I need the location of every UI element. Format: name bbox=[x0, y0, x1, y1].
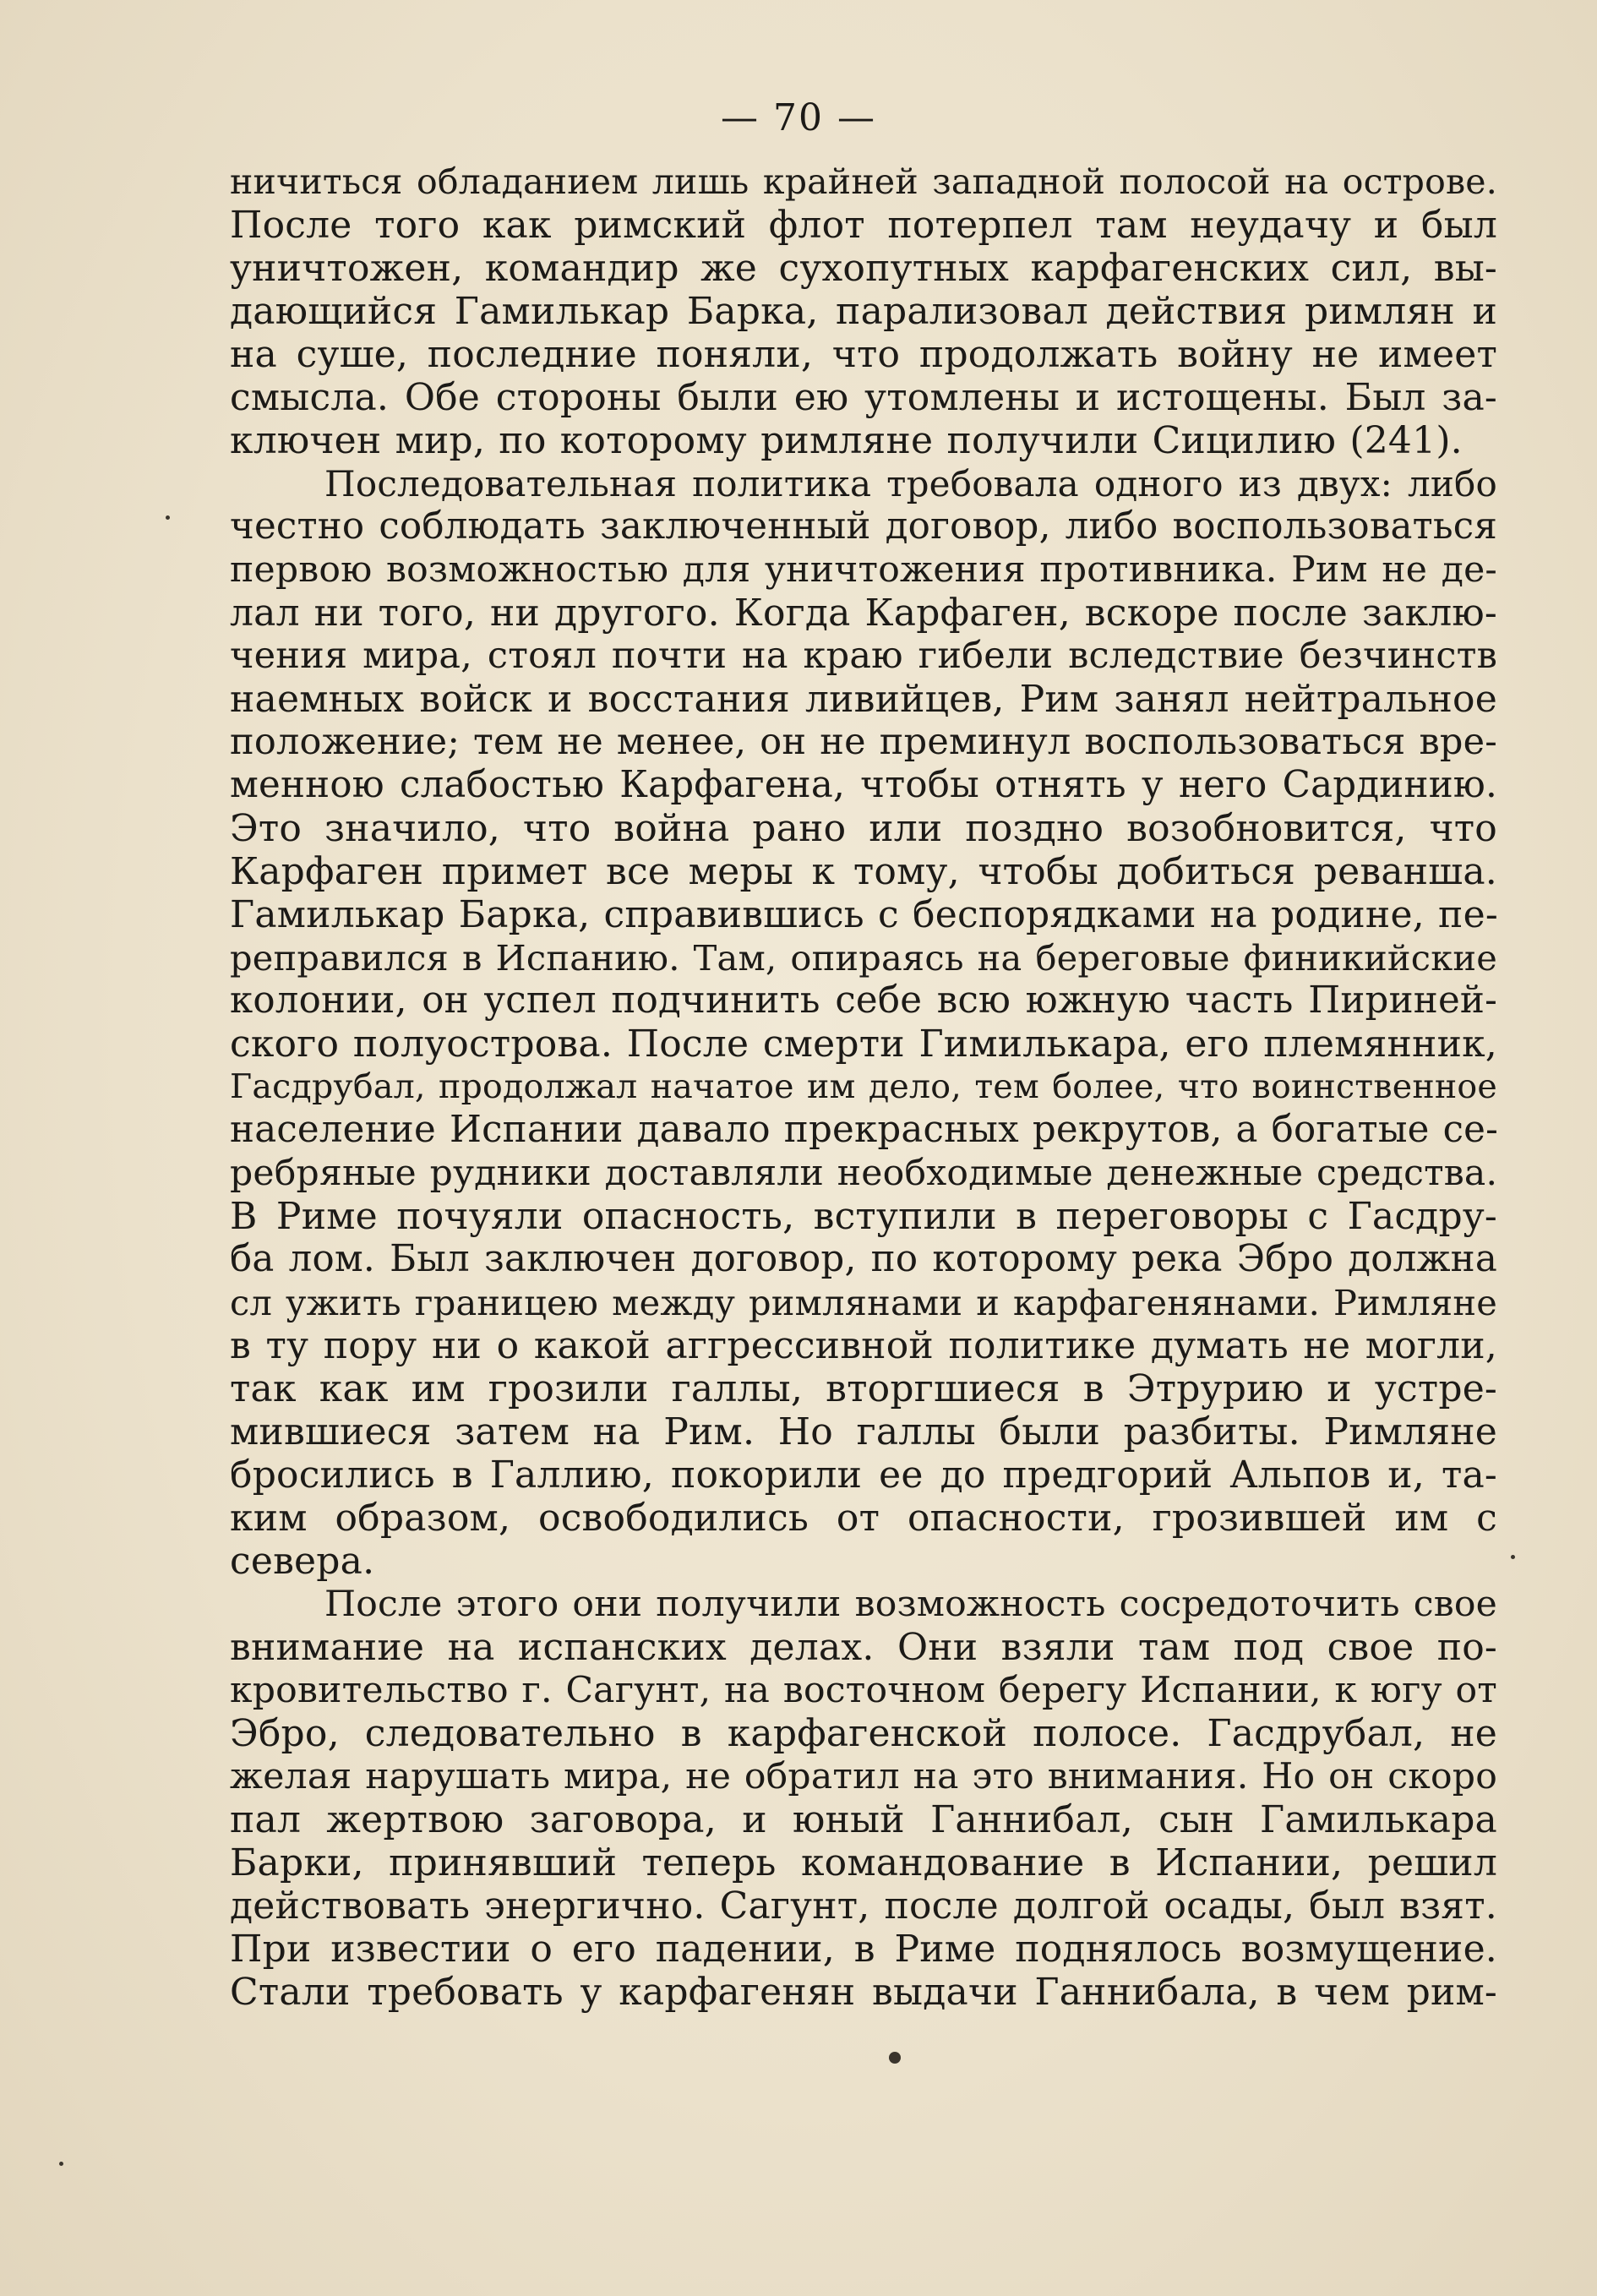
text-line: Гамилькар Барка, справившись с беспорядками на родине, пе- bbox=[230, 893, 1498, 936]
ink-speck bbox=[889, 2052, 901, 2064]
text-line: ничиться обладанием лишь крайней западной полосой на острове. bbox=[230, 161, 1497, 202]
text-line: Гасдрубал, продолжал начатое им дело, тем более, что воинственное bbox=[230, 1067, 1497, 1106]
text-line: В Риме почуяли опасность, вступили в переговоры с Гасдру- bbox=[230, 1195, 1497, 1238]
text-line: реправился в Испанию. Там, опираясь на береговые финикийские bbox=[230, 937, 1497, 979]
text-line: честно соблюдать заключенный договор, либо воспользоваться bbox=[230, 505, 1497, 548]
text-line: Барки, принявший теперь командование в Испании, решил bbox=[230, 1841, 1497, 1884]
text-line: действовать энергично. Сагунт, после долгой осады, был взят. bbox=[230, 1884, 1497, 1928]
text-line: ключен мир, по которому римляне получили Сицилию (241). bbox=[230, 419, 1463, 462]
text-line: население Испании давало прекрасных рекрутов, а богатые се- bbox=[230, 1109, 1499, 1151]
text-line: колонии, он успел подчинить себе всю южную часть Пириней- bbox=[230, 979, 1497, 1022]
text-line: сл ужить границею между римлянами и карфагенянами. Римляне bbox=[230, 1282, 1497, 1323]
ink-speck bbox=[166, 515, 170, 520]
text-line: наемных войск и восстания ливийцев, Рим занял нейтральное bbox=[230, 678, 1497, 721]
text-line: Эбро, следовательно в карфагенской полосе. Гасдрубал, не bbox=[230, 1712, 1497, 1755]
text-line: дающийся Гамилькар Барка, парализовал действия римлян и bbox=[230, 290, 1497, 333]
text-line: на суше, последние поняли, что продолжать войну не имеет bbox=[230, 333, 1497, 376]
text-line: смысла. Обе стороны были ею утомлены и истощены. Был за- bbox=[230, 376, 1497, 419]
ink-speck bbox=[1511, 1555, 1515, 1559]
text-line: Карфаген примет все меры к тому, чтобы добиться реванша. bbox=[230, 850, 1497, 893]
text-line: положение; тем не менее, он не преминул воспользоваться вре- bbox=[230, 721, 1497, 763]
text-line: бросились в Галлию, покорили ее до предгорий Альпов и, та- bbox=[230, 1453, 1497, 1497]
ink-speck bbox=[59, 2162, 63, 2166]
text-line: уничтожен, командир же сухопутных карфагенских сил, вы- bbox=[230, 247, 1497, 290]
page-number: — 70 — bbox=[721, 96, 876, 139]
text-line: Последовательная политика требовала одного из двух: либо bbox=[324, 463, 1497, 504]
text-line: ба лом. Был заключен договор, по которому река Эбро должна bbox=[230, 1238, 1497, 1280]
text-line: Это значило, что война рано или поздно возобновится, что bbox=[230, 807, 1497, 850]
text-line: желая нарушать мира, не обратил на это внимания. Но он скоро bbox=[230, 1756, 1497, 1797]
text-line: кровительство г. Сагунт, на восточном берегу Испании, к югу от bbox=[230, 1670, 1497, 1711]
text-line: пал жертвою заговора, и юный Ганнибал, сын Гамилькара bbox=[230, 1798, 1497, 1841]
text-line: Стали требовать у карфагенян выдачи Ганнибала, в чем рим- bbox=[230, 1971, 1497, 2014]
text-line: первою возможностью для уничтожения противника. Рим не де- bbox=[230, 549, 1497, 591]
text-line: При известии о его падении, в Риме поднялось возмущение. bbox=[230, 1928, 1497, 1971]
text-line: После этого они получили возможность сосредоточить свое bbox=[324, 1584, 1497, 1625]
text-line: менною слабостью Карфагена, чтобы отнять у него Сардинию. bbox=[230, 764, 1497, 806]
text-line: так как им грозили галлы, вторгшиеся в Этрурию и устре- bbox=[230, 1367, 1497, 1410]
text-line: севера. bbox=[230, 1540, 375, 1583]
text-line: ского полуострова. После смерти Гимилькара, его племянник, bbox=[230, 1023, 1497, 1066]
text-line: лал ни того, ни другого. Когда Карфаген, вскоре после заклю- bbox=[230, 592, 1497, 635]
body-text bbox=[230, 161, 1497, 2014]
text-line: внимание на испанских делах. Они взяли там под свое по- bbox=[230, 1626, 1497, 1669]
text-line: ким образом, освободились от опасности, грозившей им с bbox=[230, 1497, 1497, 1540]
text-line: чения мира, стоял почти на краю гибели вследствие безчинств bbox=[230, 635, 1497, 677]
text-line: После того как римский флот потерпел там неудачу и был bbox=[230, 204, 1497, 247]
text-line: в ту пору ни о какой аггрессивной политике думать не могли, bbox=[230, 1324, 1497, 1367]
text-line: мившиеся затем на Рим. Но галлы были разбиты. Римляне bbox=[230, 1410, 1497, 1453]
text-line: ребряные рудники доставляли необходимые денежные средства. bbox=[230, 1153, 1498, 1194]
